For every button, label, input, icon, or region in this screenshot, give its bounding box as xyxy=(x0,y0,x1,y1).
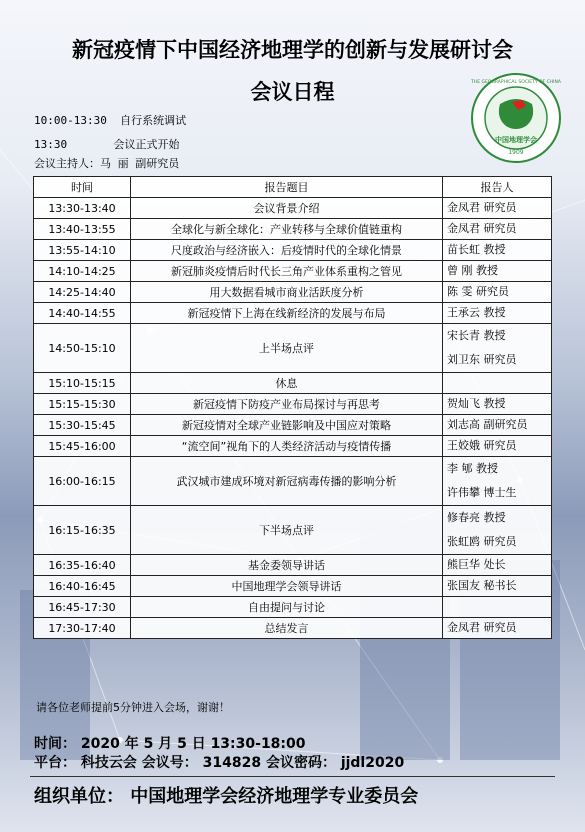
row-time: 14:10-14:25 xyxy=(34,261,131,282)
row-speaker xyxy=(443,555,552,576)
speaker-name: 许伟攀 博士生 xyxy=(447,486,517,499)
row-time: 16:00-16:15 xyxy=(34,457,131,506)
host-line: 会议主持人：马 丽 副研究员 xyxy=(34,157,180,170)
speaker-name: 曾 刚 教授 xyxy=(447,264,498,277)
table-row xyxy=(34,506,552,555)
row-speaker xyxy=(443,261,552,282)
row-topic: 上半场点评 xyxy=(131,324,443,373)
row-time: 15:15-15:30 xyxy=(34,394,131,415)
row-topic: 中国地理学会领导讲话 xyxy=(131,576,443,597)
organizer: 组织单位： 中国地理学会经济地理学专业委员会 xyxy=(34,786,419,807)
table-header-row xyxy=(34,177,552,198)
prep-time-line: 10:00-13:30 自行系统调试 xyxy=(34,114,187,127)
table-row xyxy=(34,555,552,576)
table-row xyxy=(34,219,552,240)
agenda-heading: 会议日程 xyxy=(250,79,335,104)
row-topic: 休息 xyxy=(131,373,443,394)
row-topic: 新冠疫情下防疫产业布局探讨与再思考 xyxy=(131,394,443,415)
table-row xyxy=(34,394,552,415)
divider xyxy=(30,776,555,777)
row-speaker xyxy=(443,324,552,373)
row-topic: 尺度政治与经济嵌入：后疫情时代的全球化情景 xyxy=(131,240,443,261)
row-topic: 自由提问与讨论 xyxy=(131,597,443,618)
table-row xyxy=(34,576,552,597)
row-speaker xyxy=(443,303,552,324)
row-time: 16:35-16:40 xyxy=(34,555,131,576)
conference-title: 新冠疫情下中国经济地理学的创新与发展研讨会 xyxy=(72,37,513,62)
row-topic: 总结发言 xyxy=(131,618,443,639)
row-speaker xyxy=(443,576,552,597)
row-speaker xyxy=(443,506,552,555)
table-row xyxy=(34,373,552,394)
speaker-name: 苗长虹 教授 xyxy=(447,243,506,256)
row-topic: 新冠疫情对全球产业链影响及中国应对策略 xyxy=(131,415,443,436)
row-time: 14:40-14:55 xyxy=(34,303,131,324)
svg-text:1909: 1909 xyxy=(508,149,524,156)
row-speaker xyxy=(443,436,552,457)
row-speaker xyxy=(443,240,552,261)
row-speaker xyxy=(443,282,552,303)
table-row xyxy=(34,597,552,618)
row-time: 16:40-16:45 xyxy=(34,576,131,597)
arrival-note: 请各位老师提前5分钟进入会场，谢谢！ xyxy=(36,701,230,714)
row-topic: 新冠肺炎疫情后时代长三角产业体系重构之管见 xyxy=(131,261,443,282)
speaker-name: 金凤君 研究员 xyxy=(447,201,517,214)
header-topic: 报告题目 xyxy=(131,177,443,198)
speaker-name: 王承云 教授 xyxy=(447,306,506,319)
table-row xyxy=(34,303,552,324)
table-row xyxy=(34,415,552,436)
header-speaker: 报告人 xyxy=(443,177,552,198)
row-speaker xyxy=(443,618,552,639)
speaker-name: 熊巨华 处长 xyxy=(447,558,506,571)
row-topic: 全球化与新全球化：产业转移与全球价值链重构 xyxy=(131,219,443,240)
row-topic: “流空间”视角下的人类经济活动与疫情传播 xyxy=(131,436,443,457)
speaker-name: 贺灿飞 教授 xyxy=(447,397,506,410)
row-topic: 新冠疫情下上海在线新经济的发展与布局 xyxy=(131,303,443,324)
row-time: 16:45-17:30 xyxy=(34,597,131,618)
row-speaker xyxy=(443,219,552,240)
speaker-name: 修春亮 教授 xyxy=(447,511,506,524)
row-time: 15:10-15:15 xyxy=(34,373,131,394)
row-time: 13:40-13:55 xyxy=(34,219,131,240)
table-row xyxy=(34,457,552,506)
table-row xyxy=(34,282,552,303)
table-row xyxy=(34,618,552,639)
row-speaker xyxy=(443,373,552,394)
start-time-line: 13:30 会议正式开始 xyxy=(34,138,180,151)
row-speaker xyxy=(443,457,552,506)
meeting-platform: 平台： 科技云会 会议号： 314828 会议密码： jjdl2020 xyxy=(34,755,405,771)
row-time: 14:25-14:40 xyxy=(34,282,131,303)
speaker-name: 张国友 秘书长 xyxy=(447,579,517,592)
speaker-name: 刘卫东 研究员 xyxy=(447,353,517,366)
speaker-name: 陈 雯 研究员 xyxy=(447,285,509,298)
row-topic: 下半场点评 xyxy=(131,506,443,555)
speaker-name: 金凤君 研究员 xyxy=(447,621,517,634)
row-topic: 用大数据看城市商业活跃度分析 xyxy=(131,282,443,303)
row-time: 13:30-13:40 xyxy=(34,198,131,219)
row-time: 15:30-15:45 xyxy=(34,415,131,436)
row-topic: 会议背景介绍 xyxy=(131,198,443,219)
row-time: 15:45-16:00 xyxy=(34,436,131,457)
speaker-name: 张虹鸥 研究员 xyxy=(447,535,517,548)
svg-text:中国地理学会: 中国地理学会 xyxy=(495,136,537,144)
row-speaker xyxy=(443,415,552,436)
geographical-society-logo xyxy=(470,72,562,164)
table-row xyxy=(34,261,552,282)
row-time: 16:15-16:35 xyxy=(34,506,131,555)
row-topic: 基金委领导讲话 xyxy=(131,555,443,576)
speaker-name: 宋长青 教授 xyxy=(447,329,506,342)
table-row xyxy=(34,436,552,457)
meeting-time: 时间： 2020 年 5 月 5 日 13:30-18:00 xyxy=(34,736,306,752)
speaker-name: 李 郇 教授 xyxy=(447,462,498,475)
table-row xyxy=(34,198,552,219)
row-time: 14:50-15:10 xyxy=(34,324,131,373)
row-speaker xyxy=(443,597,552,618)
speaker-name: 金凤君 研究员 xyxy=(447,222,517,235)
header-time: 时间 xyxy=(34,177,131,198)
row-speaker xyxy=(443,394,552,415)
agenda-table xyxy=(33,176,552,639)
row-time: 13:55-14:10 xyxy=(34,240,131,261)
table-row xyxy=(34,324,552,373)
row-topic: 武汉城市建成环境对新冠病毒传播的影响分析 xyxy=(131,457,443,506)
row-time: 17:30-17:40 xyxy=(34,618,131,639)
row-speaker xyxy=(443,198,552,219)
svg-text:THE GEOGRAPHICAL SOCIETY OF CH: THE GEOGRAPHICAL SOCIETY OF CHINA xyxy=(471,80,561,85)
speaker-name: 王姣娥 研究员 xyxy=(447,439,517,452)
speaker-name: 刘志高 副研究员 xyxy=(447,418,528,431)
table-row xyxy=(34,240,552,261)
